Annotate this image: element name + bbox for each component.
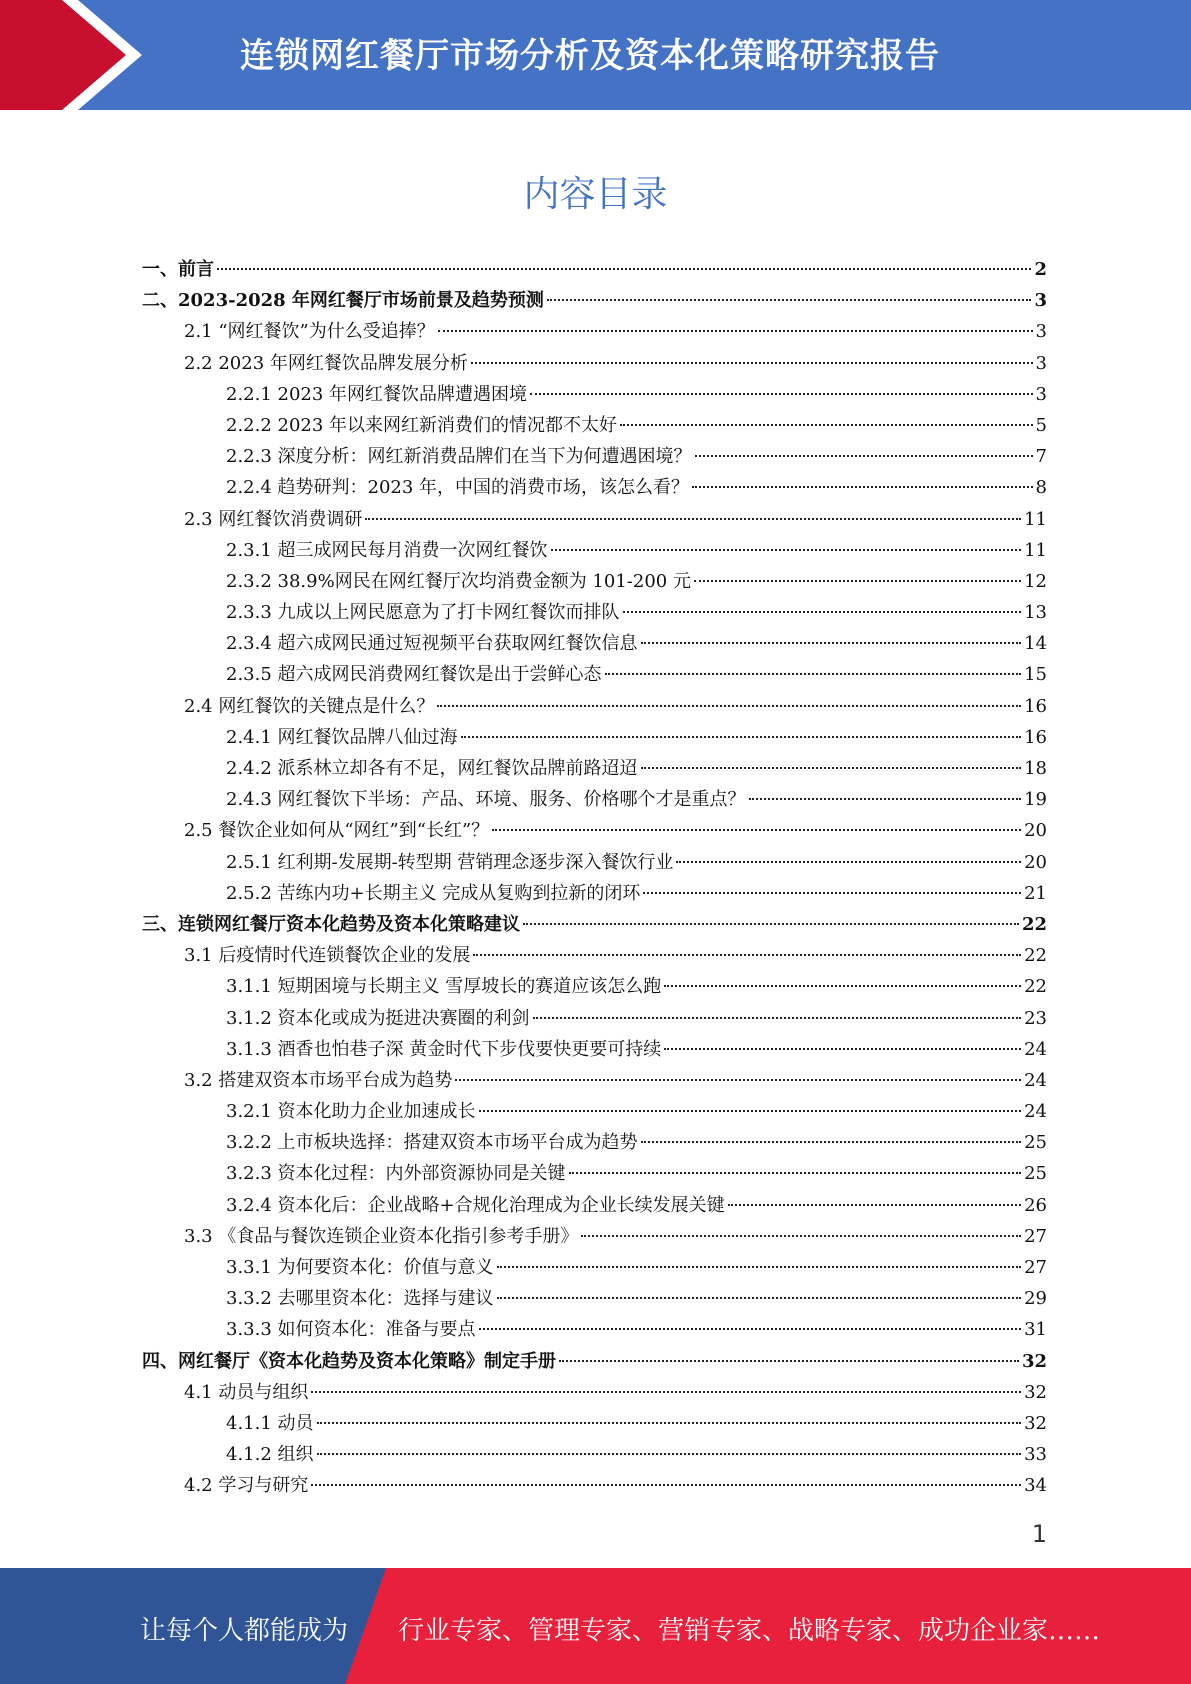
toc-entry[interactable] <box>142 878 1047 909</box>
toc-entry[interactable] <box>142 1346 1047 1377</box>
toc-entry-page: 27 <box>1024 1257 1047 1278</box>
toc-entry[interactable] <box>142 909 1047 940</box>
toc-entry-page: 18 <box>1024 758 1047 779</box>
toc-entry-title: 3.3.1 为何要资本化：价值与意义 <box>226 1257 494 1278</box>
toc-leader-dots <box>492 829 1021 831</box>
toc-entry-page: 3 <box>1035 383 1047 405</box>
toc-leader-dots <box>749 798 1022 800</box>
toc-entry-title: 3.1.3 酒香也怕巷子深 黄金时代下步伐要快更要可持续 <box>226 1038 662 1060</box>
toc-leader-dots <box>620 424 1032 426</box>
toc-entry-title: 3.2.3 资本化过程：内外部资源协同是关键 <box>226 1163 566 1185</box>
toc-leader-dots <box>664 985 1021 987</box>
toc-entry-page: 14 <box>1024 633 1047 655</box>
toc-entry-title: 2.5.2 苦练内功+长期主义 完成从复购到拉新的闭环 <box>226 882 641 904</box>
toc-leader-dots <box>692 486 1032 488</box>
toc-entry-title: 四、网红餐厅《资本化趋势及资本化策略》制定手册 <box>142 1350 556 1372</box>
toc-entry[interactable] <box>142 535 1047 566</box>
toc-entry-title: 2.3.4 超六成网民通过短视频平台获取网红餐饮信息 <box>226 633 638 655</box>
toc-leader-dots <box>641 767 1022 769</box>
toc-entry-page: 13 <box>1024 602 1047 624</box>
footer-slogan-left: 让每个人都能成为 <box>140 1616 349 1646</box>
toc-entry-page: 29 <box>1024 1288 1047 1310</box>
toc-leader-dots <box>365 518 1021 520</box>
table-of-contents <box>142 254 1047 1502</box>
toc-entry-page: 23 <box>1024 1007 1047 1029</box>
toc-entry-title: 2.4.3 网红餐饮下半场：产品、环境、服务、价格哪个才是重点？ <box>226 789 746 811</box>
toc-entry[interactable] <box>142 1377 1047 1408</box>
toc-entry-title: 3.3 《食品与餐饮连锁企业资本化指引参考手册》 <box>184 1225 579 1247</box>
toc-entry-page: 25 <box>1024 1132 1047 1154</box>
toc-entry-page: 11 <box>1024 539 1047 561</box>
toc-entry[interactable] <box>142 1252 1047 1283</box>
toc-entry-page: 16 <box>1024 726 1047 748</box>
toc-entry[interactable] <box>142 1439 1047 1470</box>
toc-entry[interactable] <box>142 1096 1047 1127</box>
toc-entry-page: 12 <box>1024 570 1047 592</box>
toc-leader-dots <box>471 362 1033 364</box>
page-number: 1 <box>1031 1520 1047 1548</box>
toc-entry-page: 32 <box>1024 1381 1047 1403</box>
toc-entry-page: 21 <box>1024 882 1047 904</box>
toc-leader-dots <box>641 642 1022 644</box>
toc-entry-page: 24 <box>1024 1038 1047 1060</box>
toc-entry-page: 3 <box>1035 352 1047 374</box>
toc-leader-dots <box>605 673 1022 675</box>
toc-entry-title: 3.1.2 资本化或成为挺进决赛圈的利剑 <box>226 1007 530 1029</box>
toc-entry[interactable] <box>142 1221 1047 1252</box>
toc-entry-page: 32 <box>1024 1412 1047 1434</box>
toc-entry[interactable] <box>142 784 1047 815</box>
toc-entry-title: 3.2.4 资本化后：企业战略+合规化治理成为企业长续发展关键 <box>226 1194 725 1216</box>
toc-entry[interactable] <box>142 1003 1047 1034</box>
toc-entry[interactable] <box>142 628 1047 659</box>
toc-leader-dots <box>473 954 1021 956</box>
toc-entry[interactable] <box>142 472 1047 503</box>
toc-entry-title: 2.4.1 网红餐饮品牌八仙过海 <box>226 726 458 748</box>
toc-leader-dots <box>497 1297 1022 1299</box>
toc-entry-title: 3.2 搭建双资本市场平台成为趋势 <box>184 1069 453 1091</box>
toc-entry-title: 4.2 学习与研究 <box>184 1475 309 1497</box>
toc-entry-page: 8 <box>1035 477 1047 499</box>
toc-entry-page: 11 <box>1024 508 1047 530</box>
toc-leader-dots <box>581 1235 1021 1237</box>
toc-leader-dots <box>217 268 1031 270</box>
toc-entry-title: 3.2.2 上市板块选择：搭建双资本市场平台成为趋势 <box>226 1132 638 1154</box>
toc-entry-page: 20 <box>1024 820 1047 842</box>
toc-entry-title: 2.3.1 超三成网民每月消费一次网红餐饮 <box>226 539 548 561</box>
toc-entry[interactable] <box>142 1190 1047 1221</box>
toc-leader-dots <box>569 1172 1022 1174</box>
toc-entry[interactable] <box>142 659 1047 690</box>
toc-leader-dots <box>728 1204 1021 1206</box>
toc-entry-page: 5 <box>1035 414 1047 436</box>
toc-entry[interactable] <box>142 1158 1047 1189</box>
toc-leader-dots <box>533 1017 1022 1019</box>
toc-entry[interactable] <box>142 753 1047 784</box>
toc-entry-title: 2.2.1 2023 年网红餐饮品牌遭遇困境 <box>226 383 528 405</box>
toc-entry-page: 7 <box>1035 446 1047 468</box>
toc-entry-title: 3.2.1 资本化助力企业加速成长 <box>226 1101 476 1123</box>
toc-entry-page: 22 <box>1024 976 1047 998</box>
toc-entry-page: 3 <box>1035 321 1047 343</box>
toc-entry-title: 2.3.2 38.9%网民在网红餐厅次均消费金额为 101-200 元 <box>226 570 691 592</box>
toc-entry-title: 2.5.1 红利期-发展期-转型期 营销理念逐步深入餐饮行业 <box>226 851 674 873</box>
toc-entry-title: 4.1.2 组织 <box>226 1444 314 1466</box>
toc-entry-page: 32 <box>1021 1350 1047 1372</box>
toc-entry[interactable] <box>142 504 1047 535</box>
toc-leader-dots <box>643 892 1021 894</box>
toc-leader-dots <box>641 1141 1022 1143</box>
toc-entry-title: 2.3.3 九成以上网民愿意为了打卡网红餐饮而排队 <box>226 602 620 624</box>
toc-entry-title: 3.3.3 如何资本化：准备与要点 <box>226 1319 476 1341</box>
toc-entry[interactable] <box>142 722 1047 753</box>
toc-entry-title: 2.3 网红餐饮消费调研 <box>184 508 363 530</box>
toc-leader-dots <box>547 299 1032 301</box>
toc-entry[interactable] <box>142 940 1047 971</box>
footer-band <box>0 1568 1191 1684</box>
toc-entry[interactable] <box>142 410 1047 441</box>
toc-entry-title: 2.2.4 趋势研判：2023 年，中国的消费市场，该怎么看？ <box>226 477 690 499</box>
toc-entry-title: 2.3.5 超六成网民消费网红餐饮是出于尝鲜心态 <box>226 664 602 686</box>
toc-heading: 内容目录 <box>523 174 668 215</box>
toc-entry-page: 15 <box>1024 664 1047 686</box>
toc-entry-title: 2.2.3 深度分析：网红新消费品牌们在当下为何遭遇困境？ <box>226 446 692 468</box>
toc-entry-page: 31 <box>1024 1319 1047 1341</box>
toc-entry[interactable] <box>142 1314 1047 1345</box>
toc-leader-dots <box>455 1079 1021 1081</box>
toc-entry[interactable] <box>142 597 1047 628</box>
toc-leader-dots <box>317 1422 1022 1424</box>
toc-entry-title: 2.5 餐饮企业如何从“网红”到“长红”？ <box>184 820 490 842</box>
toc-leader-dots <box>676 861 1021 863</box>
toc-leader-dots <box>317 1453 1022 1455</box>
toc-leader-dots <box>311 1484 1021 1486</box>
toc-entry-page: 27 <box>1024 1225 1047 1247</box>
toc-entry[interactable] <box>142 1408 1047 1439</box>
toc-entry-page: 19 <box>1024 789 1047 811</box>
toc-entry[interactable] <box>142 1127 1047 1158</box>
toc-entry-title: 2.4 网红餐饮的关键点是什么？ <box>184 695 435 717</box>
toc-entry-page: 20 <box>1024 851 1047 873</box>
toc-entry-page: 22 <box>1021 913 1047 935</box>
toc-entry[interactable] <box>142 1065 1047 1096</box>
toc-leader-dots <box>551 549 1022 551</box>
toc-leader-dots <box>664 1048 1021 1050</box>
toc-entry-title: 3.1.1 短期困境与长期主义 雪厚坡长的赛道应该怎么跑 <box>226 976 662 998</box>
toc-entry-title: 二、2023-2028 年网红餐厅市场前景及趋势预测 <box>142 290 544 312</box>
toc-entry-page: 24 <box>1024 1101 1047 1123</box>
toc-entry-page: 24 <box>1024 1069 1047 1091</box>
header-band <box>0 0 1191 110</box>
toc-entry-title: 4.1.1 动员 <box>226 1412 314 1434</box>
toc-leader-dots <box>623 611 1022 613</box>
toc-entry[interactable] <box>142 285 1047 316</box>
toc-entry[interactable] <box>142 566 1047 597</box>
toc-entry-page: 25 <box>1024 1163 1047 1185</box>
toc-leader-dots <box>523 923 1019 925</box>
toc-entry-page: 26 <box>1024 1194 1047 1216</box>
toc-leader-dots <box>695 455 1033 457</box>
footer-slogan-right: 行业专家、管理专家、营销专家、战略专家、成功企业家…… <box>398 1616 1101 1646</box>
toc-entry-title: 3.1 后疫情时代连锁餐饮企业的发展 <box>184 945 471 967</box>
toc-leader-dots <box>479 1110 1022 1112</box>
toc-entry[interactable] <box>142 254 1047 285</box>
toc-leader-dots <box>559 1360 1019 1362</box>
toc-entry[interactable] <box>142 1283 1047 1314</box>
toc-entry-page: 16 <box>1024 695 1047 717</box>
toc-entry[interactable] <box>142 379 1047 410</box>
toc-entry[interactable] <box>142 971 1047 1002</box>
toc-entry[interactable] <box>142 847 1047 878</box>
toc-leader-dots <box>461 736 1022 738</box>
toc-entry-page: 3 <box>1034 290 1047 312</box>
toc-entry-page: 22 <box>1024 945 1047 967</box>
toc-leader-dots <box>530 393 1032 395</box>
toc-leader-dots <box>497 1266 1022 1268</box>
toc-entry[interactable] <box>142 815 1047 846</box>
toc-entry-title: 三、连锁网红餐厅资本化趋势及资本化策略建议 <box>142 913 520 935</box>
toc-entry[interactable] <box>142 316 1047 347</box>
toc-leader-dots <box>479 1328 1022 1330</box>
toc-entry-title: 3.3.2 去哪里资本化：选择与建议 <box>226 1288 494 1310</box>
toc-entry-title: 2.1 “网红餐饮”为什么受追捧？ <box>184 321 435 343</box>
toc-entry-title: 4.1 动员与组织 <box>184 1381 309 1403</box>
toc-entry-page: 34 <box>1024 1475 1047 1497</box>
toc-leader-dots <box>437 705 1021 707</box>
toc-leader-dots <box>438 330 1033 332</box>
toc-entry-title: 2.4.2 派系林立却各有不足，网红餐饮品牌前路迢迢 <box>226 758 638 779</box>
toc-entry[interactable] <box>142 348 1047 379</box>
toc-entry-page: 33 <box>1024 1444 1047 1466</box>
toc-entry[interactable] <box>142 691 1047 722</box>
toc-entry[interactable] <box>142 1470 1047 1501</box>
toc-entry-page: 2 <box>1034 259 1047 280</box>
toc-entry[interactable] <box>142 441 1047 472</box>
toc-entry[interactable] <box>142 1034 1047 1065</box>
toc-entry-title: 2.2 2023 年网红餐饮品牌发展分析 <box>184 352 468 374</box>
toc-leader-dots <box>694 580 1021 582</box>
toc-entry-title: 2.2.2 2023 年以来网红新消费们的情况都不太好 <box>226 414 618 436</box>
report-title: 连锁网红餐厅市场分析及资本化策略研究报告 <box>240 36 940 76</box>
toc-entry-title: 一、前言 <box>142 259 214 280</box>
toc-leader-dots <box>311 1391 1021 1393</box>
